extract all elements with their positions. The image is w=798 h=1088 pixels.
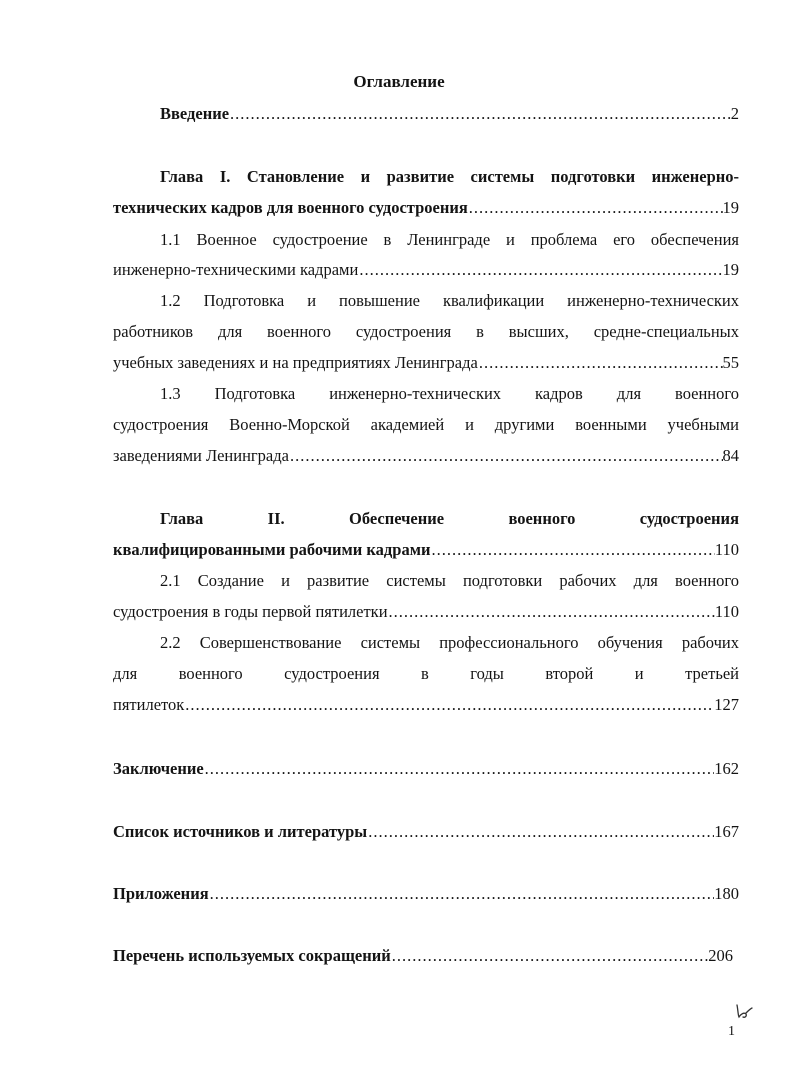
- toc-page: 84: [722, 446, 739, 465]
- toc-page: 180: [714, 884, 739, 903]
- toc-section-1-2-line1[interactable]: [160, 289, 739, 313]
- toc-page: 2: [730, 104, 739, 123]
- toc-text: Глава II. Обеспечение военного судостроения: [160, 509, 739, 528]
- toc-page: 19: [722, 260, 739, 279]
- toc-section-1-3-line1[interactable]: [160, 382, 739, 406]
- toc-entry-s22[interactable]: [113, 693, 739, 717]
- toc-entry-s21[interactable]: [113, 600, 739, 624]
- toc-label: Введение: [160, 104, 230, 123]
- toc-page: 19: [722, 198, 739, 217]
- toc-page: 127: [714, 695, 739, 714]
- toc-text: 1.1 Военное судостроение в Ленинграде и проблема его обеспечения: [160, 230, 739, 249]
- toc-section-1-3-line2[interactable]: [113, 413, 739, 437]
- leader-dots: [391, 944, 709, 968]
- toc-page: 167: [714, 822, 739, 841]
- toc-section-1-1-line1[interactable]: [160, 228, 739, 252]
- toc-label: Приложения: [113, 884, 209, 903]
- page-number: 1: [728, 1024, 735, 1039]
- leader-dots: [184, 693, 714, 717]
- toc-entry-intro[interactable]: [160, 102, 739, 126]
- leader-dots: [358, 258, 722, 282]
- leader-dots: [468, 196, 723, 220]
- toc-section-2-2-line2[interactable]: [113, 662, 739, 686]
- toc-label: Заключение: [113, 759, 204, 778]
- toc-entry-appendix[interactable]: [113, 882, 739, 906]
- leader-dots: [388, 600, 715, 624]
- toc-label: заведениями Ленинграда: [113, 446, 289, 465]
- toc-entry-abbrev[interactable]: [113, 944, 733, 968]
- toc-page: 162: [714, 759, 739, 778]
- toc-page: 110: [714, 602, 739, 621]
- toc-text: работников для военного судостроения в высших, средне-специальных: [113, 322, 739, 341]
- leader-dots: [204, 757, 715, 781]
- toc-chapter-1-line1[interactable]: [160, 165, 739, 189]
- leader-dots: [430, 538, 714, 562]
- toc-label: технических кадров для военного судостроения: [113, 198, 468, 217]
- leader-dots: [367, 820, 714, 844]
- leader-dots: [209, 882, 715, 906]
- toc-section-2-2-line1[interactable]: [160, 631, 739, 655]
- leader-dots: [229, 102, 731, 126]
- toc-entry-sources[interactable]: [113, 820, 739, 844]
- toc-page: 206: [708, 946, 733, 965]
- toc-entry-conclusion[interactable]: [113, 757, 739, 781]
- toc-label: судостроения в годы первой пятилетки: [113, 602, 388, 621]
- toc-label: квалифицированными рабочими кадрами: [113, 540, 431, 559]
- toc-entry-s11[interactable]: [113, 258, 739, 282]
- toc-section-2-1-line1[interactable]: [160, 569, 739, 593]
- toc-text: 1.2 Подготовка и повышение квалификации инженерно-технических: [160, 291, 739, 310]
- toc-entry-ch1[interactable]: [113, 196, 739, 220]
- toc-text: 1.3 Подготовка инженерно-технических кадров для военного: [160, 384, 739, 403]
- toc-entry-s12[interactable]: [113, 351, 739, 375]
- toc-text: 2.1 Создание и развитие системы подготовки рабочих для военного: [160, 571, 739, 590]
- toc-title: Оглавление: [353, 72, 445, 91]
- toc-chapter-2-line1[interactable]: [160, 507, 739, 531]
- toc-text: судостроения Военно-Морской академией и другими военными учебными: [113, 415, 739, 434]
- toc-text: 2.2 Совершенствование системы профессионального обучения рабочих: [160, 633, 739, 652]
- toc-page: 55: [722, 353, 739, 372]
- toc-page: 110: [714, 540, 739, 559]
- toc-label: учебных заведениях и на предприятиях Ленинграда: [113, 353, 478, 372]
- toc-label: Перечень используемых сокращений: [113, 946, 391, 965]
- leader-dots: [478, 351, 723, 375]
- toc-text: Глава I. Становление и развитие системы подготовки инженерно-: [160, 167, 739, 186]
- toc-entry-s13[interactable]: [113, 444, 739, 468]
- toc-entry-ch2[interactable]: [113, 538, 739, 562]
- toc-label: инженерно-техническими кадрами: [113, 260, 359, 279]
- leader-dots: [289, 444, 723, 468]
- toc-section-1-2-line2[interactable]: [113, 320, 739, 344]
- toc-text: для военного судостроения в годы второй и третьей: [113, 664, 739, 683]
- handwritten-mark-icon: [734, 1002, 754, 1020]
- toc-label: Список источников и литературы: [113, 822, 368, 841]
- toc-label: пятилеток: [113, 695, 185, 714]
